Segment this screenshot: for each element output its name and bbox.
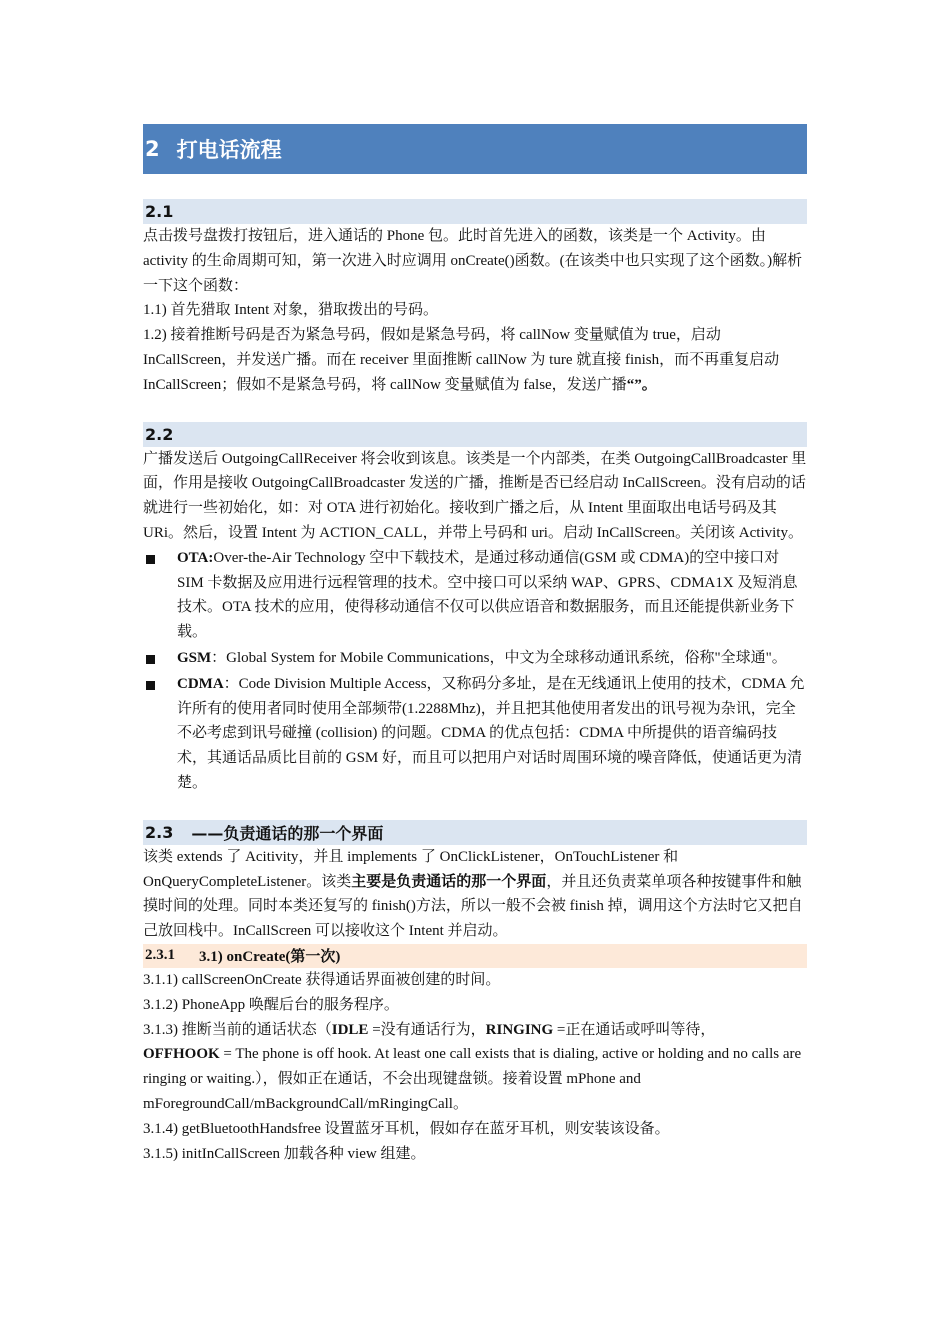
- paragraph: 1.1) 首先猎取 Intent 对象，猎取拨出的号码。: [143, 302, 438, 319]
- subsection-number: 2.3.1: [145, 947, 175, 964]
- list-item: [143, 546, 807, 645]
- section-heading-2-1: [143, 199, 807, 224]
- definition: ：Code Division Multiple Access，又称码分多址，是在无线通讯上使用的技术，CDMA 允许所有的使用者同时使用全部频带(1.2288Mhz)，并且把其他使用者发出的讯号视为杂讯，完全不必考虑到讯号碰撞 (collision) 的问题。CDMA 的优点包括：CDMA 中所提供的语音编码技术，其通话品质比目前的 GSM 好，而且可以把用户对话时周围环境的噪音降低，使通话更为清楚。: [177, 675, 805, 791]
- term: CDMA: [177, 675, 224, 692]
- section-number: 2.2: [145, 424, 174, 444]
- section-heading-2-3: [143, 820, 807, 845]
- term: OTA:: [177, 549, 214, 566]
- paragraph: 点击拨号盘拨打按钮后，进入通话的 Phone 包。此时首先进入的函数，该类是一个 Activity。由 activity 的生命周期可知，第一次进入时应调用 onCreate()函数。(在该类中也只实现了这个函数。)解析一下这个函数：: [143, 228, 803, 294]
- bullet-square-icon: [146, 555, 155, 564]
- quote-marks: “”。: [626, 376, 657, 393]
- document-page: [143, 124, 807, 1166]
- section-number: 2.3: [145, 822, 174, 842]
- paragraph: 广播发送后 OutgoingCallReceiver 将会收到该息。该类是一个内部类，在类 OutgoingCallBroadcaster 里面，作用是接收 OutgoingCallBroadcaster 发送的广播，推断是否已经启动 InCallScreen。没有启动的话就进行一些初始化，如：对 OTA 进行初始化。接收到广播之后，从 Intent 里面取出电话号码及其 URi。然后，设置 Intent 为 ACTION_CALL，并带上号码和 uri。启动 InCallScreen。关闭该 Activity。: [143, 450, 807, 541]
- text: =正在通话或呼叫等待，: [553, 1021, 716, 1038]
- chapter-number: 2: [145, 137, 160, 161]
- text: = The phone is off hook. At least one call exists that is dialing, active or holding and no calls are ringing or waiting.），假如正在通话，不会出现键盘锁。接着设置 mPhone and mForegroundCall/mBackgroundCall/mRingingCall。: [143, 1046, 802, 1112]
- bullet-square-icon: [146, 655, 155, 664]
- list-item: [143, 672, 807, 796]
- list-line: 3.1.5) initInCallScreen 加载各种 view 组建。: [143, 1145, 426, 1162]
- state-name: OFFHOOK: [143, 1046, 220, 1063]
- term: GSM: [177, 649, 212, 666]
- paragraph-text: ，并且还负责菜单项各种按键事件和触摸时间的处理。同时本类还复写的 finish()方法，所以一般不会被 finish 掉，调用这个方法时它又把自己放回栈中。InCallScreen 可以接收这个 Intent 并启动。: [143, 873, 803, 940]
- definition-list: [143, 546, 807, 796]
- list-line: 3.1.1) callScreenOnCreate 获得通话界面被创建的时间。: [143, 971, 501, 988]
- subsection-heading-2-3-1: [143, 944, 807, 968]
- chapter-heading: [143, 124, 807, 174]
- definition: ：Global System for Mobile Communications，中文为全球移动通讯系统，俗称"全球通"。: [211, 649, 787, 666]
- subsection-title: 3.1) onCreate(第一次): [199, 949, 341, 966]
- bullet-square-icon: [146, 681, 155, 690]
- list-line: 3.1.4) getBluetoothHandsfree 设置蓝牙耳机，假如存在蓝牙耳机，则安装该设备。: [143, 1120, 670, 1137]
- paragraph-text: 1.2) 接着推断号码是否为紧急号码，假如是紧急号码，将 callNow 变量赋值为 true，启动 InCallScreen，并发送广播。而在 receiver 里面推断 callNow 为 ture 就直接 finish，而不再重复启动 InCallScreen；假如不是紧急号码，将 callNow 变量赋值为 false，发送广播: [143, 327, 780, 393]
- state-name: IDLE: [331, 1021, 369, 1038]
- text: 3.1.3) 推断当前的通话状态（: [143, 1021, 332, 1038]
- paragraph: [143, 323, 807, 397]
- state-name: RINGING: [485, 1021, 554, 1038]
- emphasis: 主要是负责通话的那一个界面: [351, 873, 547, 890]
- text: =没有通话行为，: [368, 1021, 486, 1038]
- list-item: [143, 646, 807, 671]
- list-line: [143, 1018, 807, 1117]
- section-number: 2.1: [145, 202, 174, 221]
- chapter-title: 打电话流程: [176, 138, 282, 162]
- paragraph: [143, 845, 807, 944]
- section-title: ——负责通话的那一个界面: [191, 823, 384, 843]
- list-line: 3.1.2) PhoneApp 唤醒后台的服务程序。: [143, 996, 399, 1013]
- definition: Over-the-Air Technology 空中下载技术，是通过移动通信(GSM 或 CDMA)的空中接口对 SIM 卡数据及应用进行远程管理的技术。空中接口可以采纳 WAP、GPRS、CDMA1X 及短消息技术。OTA 技术的应用，使得移动通信不仅可以供应语音和数据服务，而且还能提供新业务下载。: [177, 549, 798, 641]
- paragraph-text: 该类 extends 了 Acitivity，并且 implements 了 OnClickListener，OnTouchListener 和 OnQueryCompleteListener。该类: [143, 848, 679, 890]
- section-heading-2-2: [143, 422, 807, 447]
